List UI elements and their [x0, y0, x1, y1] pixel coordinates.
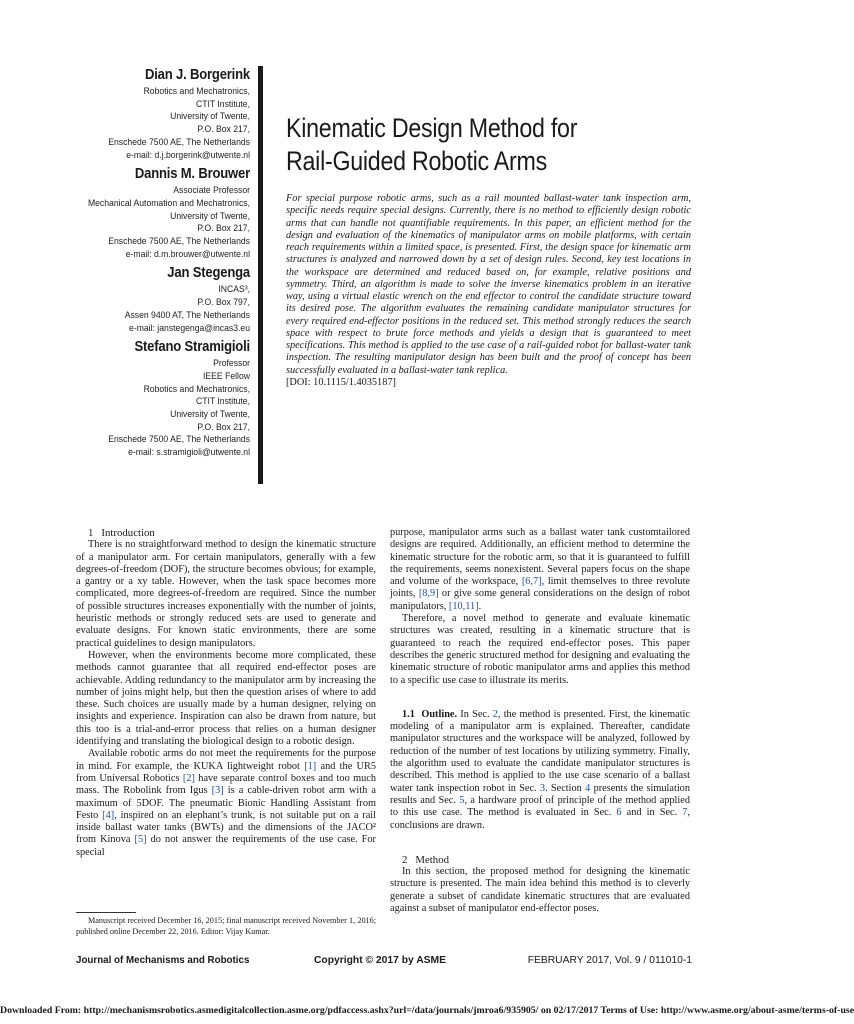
- author-block: [60, 66, 250, 161]
- author-affiliation-line: P.O. Box 797,: [197, 296, 250, 308]
- paragraph: Therefore, a novel method to generate and evaluate kinematic structures was created, resulting in a kinematic structure that is guaranteed to reach the required end-effector poses. This paper describes the generic structured method for designing and evaluating the kinematic structure of robotic manipulator arms and applies this method to a specific use case to illustrate its merits.: [390, 613, 690, 686]
- abstract-text: For special purpose robotic arms, such as a rail mounted ballast-water tank inspection arm, specific needs require special designs. Currently, there is no method to efficiently design robotic arms that can handle not quantifiable requirements. In this paper, an efficient method for the design and evaluation of the kinematics of manipulator arms on mobile platforms, with certain reach requirements within a limited space, is presented. First, the design space for kinematic arm structures is analyzed and narrowed down by a set of design rules. Second, key test locations in the workspace are determined and reduced based on, for example, relative positions and symmetry. Third, an algorithm is made to solve the inverse kinematics problem in an iterative way, using a virtual elastic wrench on the end effector to control the candidate structure toward its desired pose. The algorithm evaluates the remaining candidate manipulator structures for every required end-effector positions in the reduced set. This method strongly reduces the search space with respect to brute force methods and yields a design that is guaranteed to meet specifications. This method is applied to the use case of a rail-guided robot for ballast-water tank inspection. The resulting manipulator design has been built and the proof of concept has been successfully evaluated in a ballast-water tank replica.: [286, 193, 691, 376]
- author-affiliation-line: University of Twente,: [170, 110, 250, 122]
- paper-title: [286, 112, 664, 178]
- text-run: , the method is presented. First, the kinematic modeling of a manipulator arm is explained. Thereafter, candidate manipulator structures and the workspace will be analyzed, followed by reduction of the number of test locations by utilizing symmetry. Finally, the algorithm used to evaluate the candidate manipulator structures is described. This method is applied to the use case scenario of a ballast water tank inspection robot in Sec.: [390, 708, 690, 794]
- author-affiliation-line: CTIT Institute,: [195, 97, 250, 109]
- author-block: [60, 264, 250, 334]
- author-name: Dian J. Borgerink: [144, 67, 250, 83]
- section-link[interactable]: 2: [492, 708, 498, 720]
- paper-title-line1: Kinematic Design Method for: [286, 113, 578, 143]
- paper-title-line2: Rail-Guided Robotic Arms: [286, 146, 547, 176]
- section-link[interactable]: 6: [616, 807, 622, 819]
- page-footer: [76, 955, 692, 971]
- subsection-number: 1.1: [402, 708, 415, 720]
- text-run: In Sec.: [457, 708, 493, 720]
- author-affiliation-line: Mechanical Automation and Mechatronics,: [87, 196, 250, 208]
- paragraph: [76, 748, 376, 859]
- section-link[interactable]: 5: [459, 794, 465, 806]
- paragraph: [390, 527, 690, 613]
- abstract: [286, 193, 691, 389]
- author-affiliation-line: Associate Professor: [173, 184, 250, 196]
- author-list: [60, 66, 250, 463]
- text-run: , conclusions are drawn.: [390, 807, 690, 831]
- journal-name: Journal of Mechanisms and Robotics: [76, 955, 250, 966]
- author-affiliation-line[interactable]: e-mail: janstegenga@incas3.eu: [129, 321, 250, 333]
- footnote: Manuscript received December 16, 2015; final manuscript received November 1, 2016; published online December 22, 2016. Editor: Vijay Kumar.: [76, 916, 376, 936]
- author-block: [60, 338, 250, 459]
- text-run: , limit themselves to three revolute joints,: [390, 576, 690, 600]
- citation-link[interactable]: [10,11]: [448, 600, 479, 612]
- author-affiliation-line[interactable]: e-mail: d.m.brouwer@utwente.nl: [125, 247, 250, 259]
- paragraph: However, when the environments become more complicated, these methods cannot guarantee that all required end-effector poses are achievable. Adding redundancy to the manipulator arm by increasing the number of joins might help, but then the question arises of where to add these. Such choices are usually made by a human designer, relying on insights and experience. Inspiration can also be drawn from nature, but this too is a trial-and-error process that relies on a human designer identifying and translating the biological design to a robotic design.: [76, 649, 376, 748]
- citation-link[interactable]: [4]: [102, 809, 115, 821]
- author-block: [60, 165, 250, 260]
- paragraph: There is no straightforward method to design the kinematic structure of a manipulator arm. For certain manipulators, generally with a few degrees-of-freedom (DOF), the structure becomes obvious; for example, a gantry or a xy table. However, when the task space becomes more complicated, more degrees-of-freedom are required. Since the number of possible structures increases exponentially with the number of joints, heuristic methods or strongly reduced sets are used to generate and evaluate designs. For known static environments, there are some practical guidelines to design manipulators.: [76, 539, 376, 649]
- author-affiliation-line: P.O. Box 217,: [197, 222, 250, 234]
- text-run: Available robotic arms do not meet the requirements for the purpose in mind. For example, the KUKA lightweight robot: [76, 748, 376, 772]
- section-heading-introduction: [76, 527, 376, 539]
- author-affiliation-line: University of Twente,: [170, 209, 250, 221]
- author-name: Dannis M. Brouwer: [134, 166, 250, 183]
- issue-info: FEBRUARY 2017, Vol. 9 / 011010-1: [527, 955, 692, 966]
- author-name: Stefano Stramigioli: [134, 339, 250, 356]
- author-affiliation-line: Enschede 7500 AE, The Netherlands: [108, 235, 250, 247]
- section-link[interactable]: 4: [585, 782, 591, 794]
- spacer: [390, 687, 690, 709]
- citation-link[interactable]: [6,7]: [521, 576, 542, 588]
- author-affiliation-line: Professor: [213, 357, 250, 369]
- citation-link[interactable]: [8,9]: [418, 588, 439, 600]
- section-heading-method: [390, 854, 690, 866]
- text-run: do not answer the requirements of the use case. For special: [76, 834, 376, 858]
- text-run: . Section: [545, 782, 586, 794]
- section-number: 1: [88, 527, 94, 539]
- text-run: or give some general considerations on the design of robot manipulators,: [390, 588, 690, 612]
- author-affiliation-line[interactable]: e-mail: d.j.borgerink@utwente.nl: [126, 148, 250, 160]
- vertical-divider: [258, 66, 263, 484]
- citation-link[interactable]: [5]: [134, 834, 147, 846]
- section-title: Introduction: [101, 527, 155, 539]
- text-run: is a cable-driven robot arm with a maximum of 5DOF. The pneumatic Bionic Handling Assistant from Festo: [76, 785, 376, 821]
- spacer: [390, 832, 690, 854]
- author-affiliation-line[interactable]: e-mail: s.stramigioli@utwente.nl: [128, 446, 250, 458]
- text-run: presents the simulation results and Sec.: [390, 782, 690, 806]
- author-affiliation-line: Enschede 7500 AE, The Netherlands: [108, 433, 250, 445]
- subsection-outline: [390, 709, 690, 832]
- body-column-right: [390, 527, 690, 915]
- author-affiliation-line: Enschede 7500 AE, The Netherlands: [108, 135, 250, 147]
- author-affiliation-line: Robotics and Mechatronics,: [143, 85, 250, 96]
- author-affiliation-line: P.O. Box 217,: [197, 123, 250, 135]
- author-affiliation-line: IEEE Fellow: [203, 369, 250, 381]
- citation-link[interactable]: [2]: [182, 772, 195, 784]
- text-run: .: [478, 600, 482, 612]
- text-run: , a hardware proof of principle of the method applied to this use case. The method is evaluated in Sec.: [390, 794, 690, 819]
- section-link[interactable]: 3: [539, 782, 546, 794]
- doi: [DOI: 10.1115/1.4035187]: [286, 376, 396, 388]
- citation-link[interactable]: [1]: [304, 760, 317, 772]
- author-affiliation-line: P.O. Box 217,: [197, 420, 250, 432]
- author-affiliation-line: Robotics and Mechatronics,: [143, 382, 250, 394]
- author-affiliation-line: University of Twente,: [170, 408, 250, 420]
- section-number: 2: [402, 853, 408, 866]
- subsection-title: Outline.: [421, 708, 458, 720]
- section-title: Method: [415, 853, 449, 866]
- text-run: purpose, manipulator arms such as a ballast water tank customtailored designs are required. Additionally, an efficient method to determine the kinematic structure for the robotic arm, so that it is guaranteed to fulfill the requirements, seems nonexistent. Several papers focus on the shape and volume of the workspace,: [390, 527, 690, 588]
- download-notice: Downloaded From: http://mechanismsrobotics.asmedigitalcollection.asme.org/pdfaccess.ashx?url=/data/journals/jmroa6/935905/ on 02/17/2017 Terms of Use: http://www.asme.org/about-asme/terms-of-use: [0, 1005, 854, 1016]
- author-name: Jan Stegenga: [167, 265, 250, 282]
- text-run: , inspired on an elephant’s trunk, is not suitable put on a rail inside ballast water tanks (BWTs) and the dimensions of the JACO² from Kinova: [76, 809, 376, 846]
- citation-link[interactable]: [3]: [211, 785, 224, 797]
- text-run: and the UR5 from Universal Robotics: [76, 760, 376, 784]
- paragraph: In this section, the proposed method for designing the kinematic structure is presented. The main idea behind this method is to cleverly generate a subset of candidate kinematic structures that are evaluated against a subset of manipulator end-effector poses.: [390, 866, 690, 915]
- footnote-divider: [76, 912, 136, 913]
- text-run: have separate control boxes and too much mass. The Robolink from Igus: [76, 772, 376, 797]
- copyright: Copyright © 2017 by ASME: [314, 955, 446, 966]
- text-run: and in Sec.: [621, 807, 683, 819]
- author-affiliation-line: CTIT Institute,: [195, 395, 250, 407]
- author-affiliation-line: Assen 9400 AT, The Netherlands: [124, 308, 250, 320]
- body-column-left: [76, 527, 376, 859]
- section-link[interactable]: 7: [682, 807, 688, 819]
- author-affiliation-line: INCAS³,: [218, 283, 250, 295]
